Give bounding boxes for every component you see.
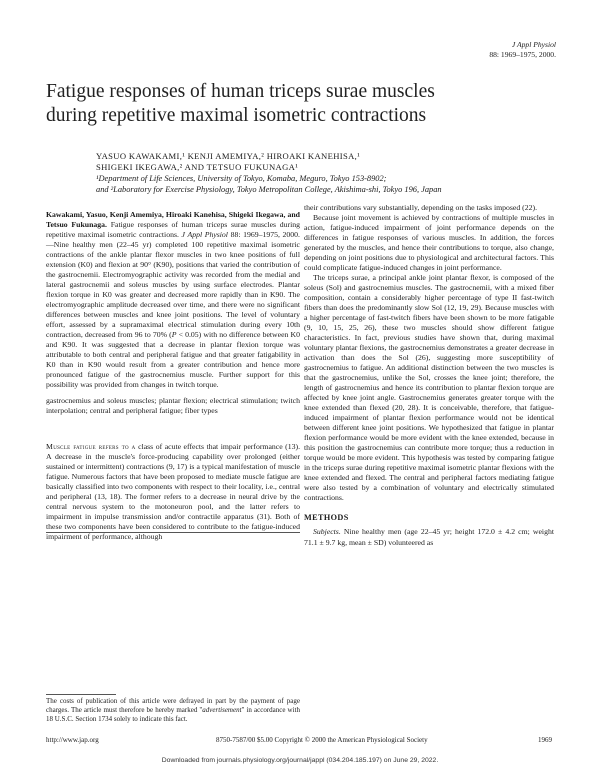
- download-notice: Downloaded from journals.physiology.org/journal/jappl (034.204.185.197) on June 29, 2022.: [161, 757, 439, 764]
- article-title: [46, 80, 566, 128]
- author-line: YASUO KAWAKAMI,¹ KENJI AMEMIYA,² HIROAKI KANEHISA,¹: [96, 151, 361, 161]
- journal-header: [489, 40, 556, 60]
- affiliations: [96, 173, 566, 195]
- affiliation-line: ¹Department of Life Sciences, University of Tokyo, Komaba, Meguro, Tokyo 153-8902;: [96, 174, 387, 183]
- subjects-paragraph: Subjects. Nine healthy men (age 22–45 yr; height 172.0 ± 4.2 cm; weight 71.1 ± 9.7 kg, mean ± SD) volunteered as: [304, 527, 554, 547]
- intro-paragraph: Muscle fatigue refers to a class of acute effects that impair performance (13). A decrease in the muscle's force-producing capability over prolonged (either sustained or intermittent) contractions (9, 17) is a typical manifestation of muscle fatigue. Numerous factors that have been proposed to mediate muscle fatigue are basically classified into two components with respect to their locality, i.e., central and peripheral (13, 18). The former refers to a decrease in neural drive by the central nervous system to the motoneuron pool, and the latter refers to impairment in impulse transmission and/or contractile apparatus (31). Both of these two components have been considered to contribute to the fatigue-induced impairment of performance, although: [46, 442, 301, 542]
- journal-name: J Appl Physiol: [511, 40, 556, 49]
- body-paragraph: Because joint movement is achieved by contractions of multiple muscles in action, fatigue-induced impairment of joint performance depends on the differences in fatigue responses of various muscles. In addition, the forces generated by the muscles, and hence their contributions to torque, also change, depending on joint positions due to physiological and architectural factors. This could complicate fatigue-induced changes in joint performance.: [304, 213, 554, 273]
- section-divider: [46, 532, 300, 533]
- body-paragraph: The triceps surae, a principal ankle joint plantar flexor, is composed of the soleus (Sol) and gastrocnemius muscles. The gastrocnemii, with a mixed fiber composition, contain a considerably higher percentage of type II fast-twitch fibers than does the predominantly slow Sol (12, 19, 29). Because muscles with a higher percentage of fast-twitch fibers have been shown to be more fatigable (9, 10, 15, 25, 26), these two muscles should show different fatigue characteristics. In fact, previous studies have shown that, during maximal voluntary plantar flexions, the gastrocnemius demonstrates a greater decrease in activation than does the Sol (26), suggesting more susceptibility of gastrocnemius to fatigue. An additional distinction between the two muscles is that the gastrocnemius, unlike the Sol, crosses the knee joint; therefore, the length of gastrocnemius and hence its contribution to plantar flexion torque are affected by knee joint angle. Gastrocnemius generates greater torque with the knee extended than flexed (20, 28). It is conceivable, therefore, that fatigue-induced impairment of plantar flexion performance would not be identical between different knee joint positions. We hypothesized that fatigue in plantar flexion performance would be more evident with the knee extended, because in this position the gastrocnemius can contribute more torque; thus a reduction in torque would be more evident. This hypothesis was tested by comparing fatigue in the triceps surae during repetitive maximal isometric plantar flexions with the knee extended and flexed. The central and peripheral factors mediating fatigue were also tested by a combination of voluntary and electrically stimulated contractions.: [304, 273, 554, 503]
- title-line: during repetitive maximal isometric contractions: [46, 105, 427, 126]
- left-column: [46, 210, 300, 542]
- keywords: gastrocnemius and soleus muscles; plantar flexion; electrical stimulation; twitch interpolation; central and peripheral fatigue; fiber types: [46, 396, 300, 416]
- title-line: Fatigue responses of human triceps surae muscles: [46, 81, 435, 102]
- affiliation-line: and ²Laboratory for Exercise Physiology, Tokyo Metropolitan College, Akishima-shi, Tokyo 196, Japan: [96, 185, 442, 194]
- footer-url[interactable]: http://www.jap.org: [46, 736, 99, 744]
- author-line: SHIGEKI IKEGAWA,² AND TETSUO FUKUNAGA¹: [96, 162, 299, 172]
- body-paragraph: their contributions vary substantially, depending on the tasks imposed (22).: [304, 203, 538, 212]
- author-list: [96, 151, 566, 173]
- right-column: [304, 203, 554, 548]
- footnote: The costs of publication of this article were defrayed in part by the payment of page charges. The article must therefore be hereby marked "advertisement" in accordance with 18 U.S.C. Section 1734 solely to indicate this fact.: [46, 697, 300, 723]
- abstract: Kawakami, Yasuo, Kenji Amemiya, Hiroaki Kanehisa, Shigeki Ikegawa, and Tetsuo Fukunaga. Fatigue responses of human triceps surae muscles during repetitive maximal isometric contractions. J Appl Physiol 88: 1969–1975, 2000.—Nine healthy men (22–45 yr) completed 100 repetitive maximal isometric contractions of the ankle plantar flexor muscles in two knee positions of full extension (K0) and flexion at 90° (K90), positions that varied the contribution of the gastrocnemii. Electromyographic activity was recorded from the medial and lateral gastrocnemii and soleus muscles by using surface electrodes. Plantar flexion torque in K0 was greater and decreased more rapidly than in K90. The electromyographic amplitude decreased over time, and there were no significant differences between muscles and knee joint positions. The level of voluntary effort, assessed by a supramaximal electrical stimulation during every 10th contraction, decreased from 96 to 70% (P < 0.05) with no difference between K0 and K90. It was suggested that a decrease in plantar flexion torque was attributable to both central and peripheral fatigue and that greater fatigability in K0 than in K90 would result from a greater contribution and hence more pronounced fatigue of the gastrocnemius muscle. Further support for this possibility was provided from changes in twitch torque.: [46, 210, 301, 390]
- page-number: 1969: [538, 736, 552, 744]
- abstract-citation-authors: Kawakami, Yasuo, Kenji Amemiya, Hiroaki Kanehisa, Shigeki Ikegawa, and Tetsuo Fukunaga.: [46, 210, 300, 230]
- footnote-divider: [46, 694, 116, 695]
- footer-copyright: 8750-7587/00 $5.00 Copyright © 2000 the American Physiological Society: [216, 736, 428, 744]
- journal-citation: 88: 1969–1975, 2000.: [489, 50, 556, 59]
- methods-heading: METHODS: [304, 513, 349, 523]
